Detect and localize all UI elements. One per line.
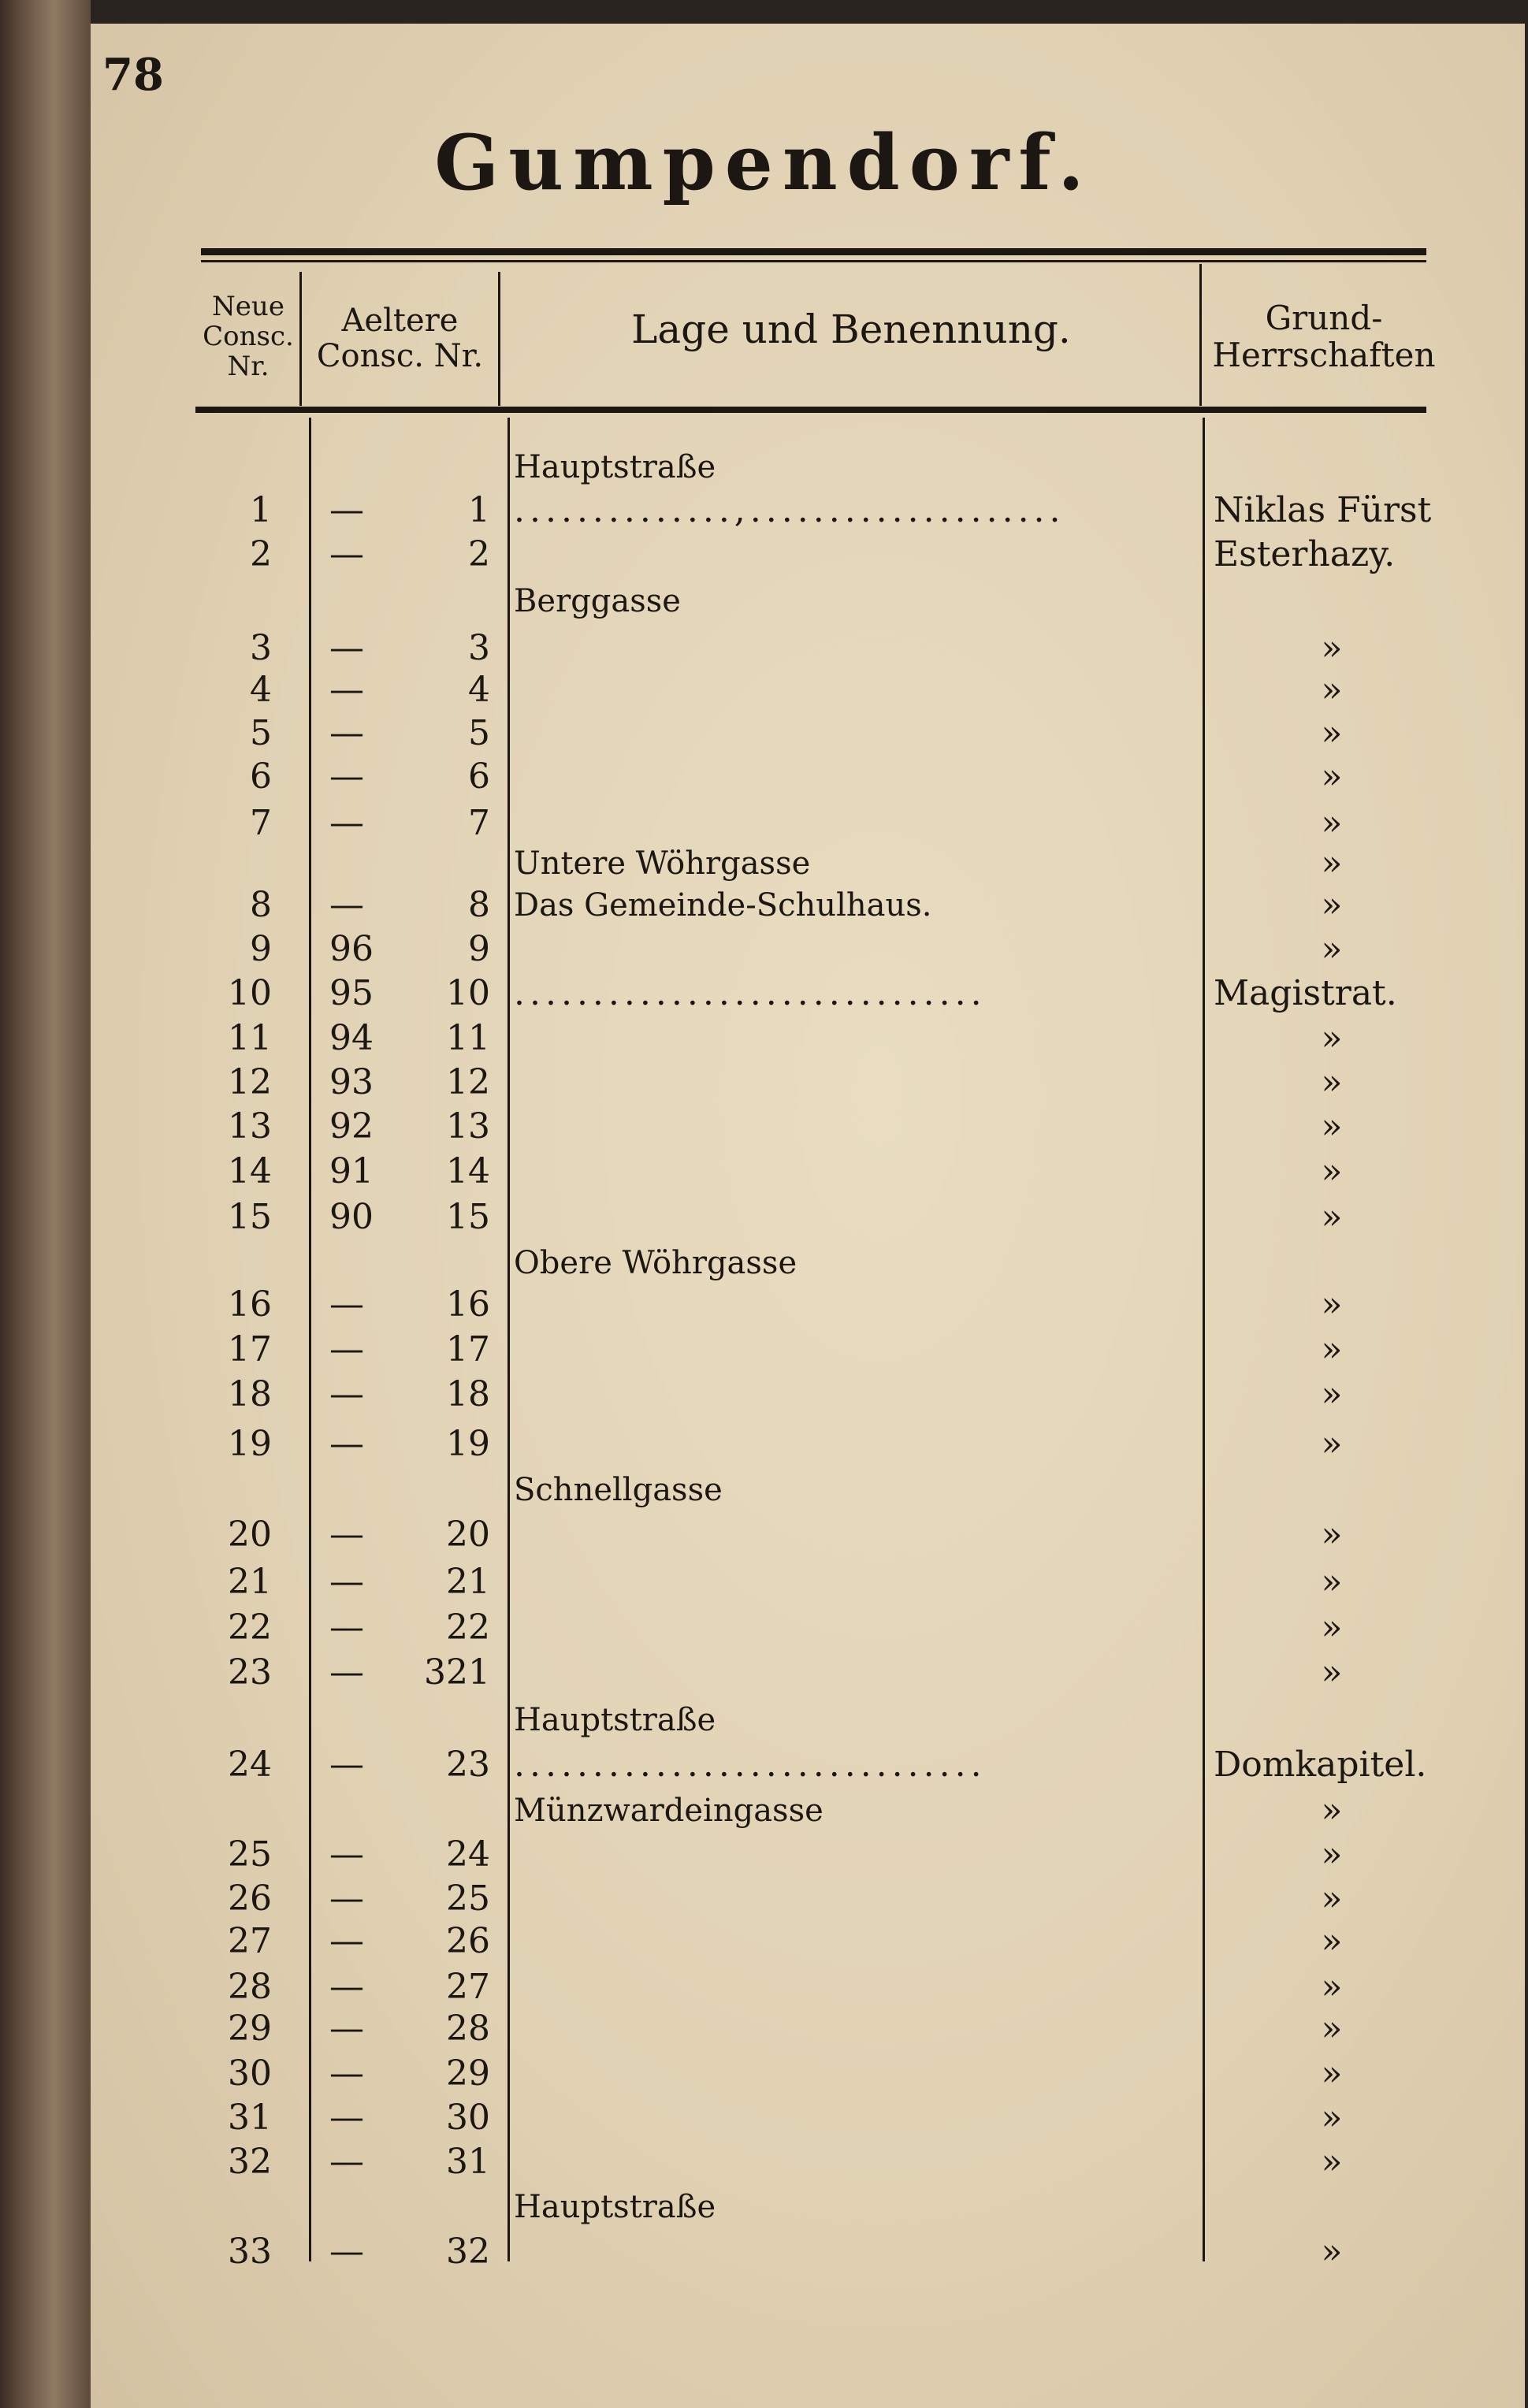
new-consc-nr: 33 — [228, 2231, 272, 2272]
ditto-mark: » — [1321, 1329, 1343, 1369]
table-row — [0, 2140, 1528, 2184]
table-row — [0, 1965, 1528, 2009]
ditto-mark: » — [1321, 885, 1343, 925]
location-name: Das Gemeinde-Schulhaus. — [514, 887, 932, 923]
new-consc-nr: 21 — [228, 1562, 272, 1602]
header-new-nr — [197, 292, 299, 381]
new-consc-nr: 25 — [228, 1834, 272, 1875]
table-row — [0, 1833, 1528, 1877]
table-row — [0, 1328, 1528, 1372]
landlord-name: Esterhazy. — [1214, 534, 1396, 574]
table-row — [0, 1016, 1528, 1061]
older-consc-nr-prefix: — — [329, 628, 364, 668]
older-consc-nr: 17 — [446, 1329, 490, 1369]
older-consc-nr: 25 — [446, 1878, 490, 1919]
older-consc-nr: 31 — [446, 2142, 490, 2182]
location-name: Berggasse — [514, 583, 681, 619]
header-owner — [1206, 299, 1442, 373]
older-consc-nr-prefix: — — [329, 885, 364, 925]
older-consc-nr: 28 — [446, 2009, 490, 2049]
older-consc-nr: 6 — [468, 756, 490, 797]
new-consc-nr: 18 — [228, 1374, 272, 1414]
older-consc-nr: 9 — [468, 929, 490, 969]
new-consc-nr: 17 — [228, 1329, 272, 1369]
older-consc-nr: 1 — [468, 490, 490, 530]
older-consc-nr-prefix: — — [329, 1374, 364, 1414]
location-name: Hauptstraße — [514, 449, 716, 485]
table-row — [0, 1105, 1528, 1149]
table-row — [0, 1560, 1528, 1604]
older-consc-nr-prefix: — — [329, 1284, 364, 1325]
older-consc-nr-prefix: — — [329, 1607, 364, 1648]
table-row — [0, 2007, 1528, 2051]
table-row — [0, 1789, 1528, 1833]
header-location: Lage und Benennung. — [631, 307, 1071, 352]
table-row — [0, 1373, 1528, 1417]
ditto-mark: » — [1321, 1062, 1343, 1102]
header-rule — [195, 407, 1426, 413]
older-consc-nr-prefix: — — [329, 1834, 364, 1875]
header-owner-line-1: Grund- — [1265, 299, 1383, 337]
new-consc-nr: 3 — [250, 628, 272, 668]
ditto-mark: » — [1321, 1284, 1343, 1325]
page-title: Gumpendorf. — [434, 118, 1094, 207]
older-consc-nr: 16 — [446, 1284, 490, 1325]
table-row — [0, 2096, 1528, 2140]
older-consc-nr-prefix: — — [329, 1967, 364, 2007]
table-row — [0, 668, 1528, 712]
new-consc-nr: 22 — [228, 1607, 272, 1648]
older-consc-nr-prefix: — — [329, 756, 364, 797]
new-consc-nr: 29 — [228, 2009, 272, 2049]
table-row — [0, 489, 1528, 533]
table-row — [0, 755, 1528, 799]
table-row — [0, 1919, 1528, 1964]
older-consc-nr: 21 — [446, 1562, 490, 1602]
new-consc-nr: 8 — [250, 885, 272, 925]
older-consc-nr-prefix: 93 — [329, 1062, 374, 1102]
older-consc-nr: 8 — [468, 885, 490, 925]
ditto-mark: » — [1321, 1424, 1343, 1464]
older-consc-nr-prefix: — — [329, 1514, 364, 1555]
title-rule-thick — [201, 248, 1426, 255]
header-owner-line-2: Herrschaften — [1212, 336, 1436, 375]
header-old-nr — [303, 303, 496, 374]
table-row — [0, 626, 1528, 671]
header-new-nr-line-1: Neue — [212, 291, 284, 322]
older-consc-nr: 321 — [424, 1652, 490, 1693]
ditto-mark: » — [1321, 1878, 1343, 1919]
older-consc-nr: 22 — [446, 1607, 490, 1648]
ditto-mark: » — [1321, 1106, 1343, 1146]
title-rule-thin — [201, 260, 1426, 262]
location-name: Schnellgasse — [514, 1472, 723, 1508]
ditto-mark: » — [1321, 1562, 1343, 1602]
older-consc-nr: 11 — [446, 1018, 490, 1058]
new-consc-nr: 16 — [228, 1284, 272, 1325]
older-consc-nr-prefix: 95 — [329, 973, 374, 1013]
new-consc-nr: 15 — [228, 1197, 272, 1237]
older-consc-nr-prefix: 92 — [329, 1106, 374, 1146]
ditto-mark: » — [1321, 1151, 1343, 1191]
older-consc-nr: 23 — [446, 1745, 490, 1785]
older-consc-nr: 4 — [468, 670, 490, 710]
table-row — [0, 533, 1528, 577]
ditto-mark: » — [1321, 1514, 1343, 1555]
new-consc-nr: 2 — [250, 534, 272, 574]
older-consc-nr: 30 — [446, 2098, 490, 2138]
older-consc-nr: 2 — [468, 534, 490, 574]
older-consc-nr-prefix: — — [329, 713, 364, 753]
table-row — [0, 801, 1528, 845]
table-row — [0, 1283, 1528, 1327]
table-row — [0, 1606, 1528, 1650]
older-consc-nr: 7 — [468, 803, 490, 843]
table-row — [0, 1698, 1528, 1742]
new-consc-nr: 10 — [228, 973, 272, 1013]
ditto-mark: » — [1321, 1197, 1343, 1237]
older-consc-nr: 12 — [446, 1062, 490, 1102]
location-name: Untere Wöhrgasse — [514, 845, 811, 882]
older-consc-nr-prefix: — — [329, 534, 364, 574]
older-consc-nr-prefix: 94 — [329, 1018, 374, 1058]
older-consc-nr: 24 — [446, 1834, 490, 1875]
leader-dots: .............................. — [514, 1745, 987, 1785]
older-consc-nr: 20 — [446, 1514, 490, 1555]
older-consc-nr-prefix: — — [329, 2142, 364, 2182]
column-divider-2 — [498, 272, 500, 406]
ditto-mark: » — [1321, 670, 1343, 710]
older-consc-nr-prefix: — — [329, 1424, 364, 1464]
landlord-name: Domkapitel. — [1214, 1745, 1427, 1785]
ditto-mark: » — [1321, 1652, 1343, 1693]
table-row — [0, 1241, 1528, 1285]
older-consc-nr: 3 — [468, 628, 490, 668]
leader-dots: ..............,.................... — [514, 490, 1065, 530]
ditto-mark: » — [1321, 2231, 1343, 2272]
table-row — [0, 1877, 1528, 1921]
new-consc-nr: 4 — [250, 670, 272, 710]
table-row — [0, 1422, 1528, 1466]
older-consc-nr: 14 — [446, 1151, 490, 1191]
header-new-nr-line-2: Consc. — [203, 321, 294, 353]
new-consc-nr: 11 — [228, 1018, 272, 1058]
new-consc-nr: 1 — [250, 490, 272, 530]
ditto-mark: » — [1321, 2009, 1343, 2049]
new-consc-nr: 32 — [228, 2142, 272, 2182]
new-consc-nr: 12 — [228, 1062, 272, 1102]
older-consc-nr-prefix: — — [329, 1921, 364, 1961]
ditto-mark: » — [1321, 2098, 1343, 2138]
landlord-name: Magistrat. — [1214, 973, 1397, 1013]
header-new-nr-line-3: Nr. — [227, 351, 270, 383]
older-consc-nr-prefix: — — [329, 1329, 364, 1369]
table-row — [0, 883, 1528, 927]
ditto-mark: » — [1321, 843, 1343, 883]
table-row — [0, 842, 1528, 886]
table-row — [0, 1651, 1528, 1695]
new-consc-nr: 5 — [250, 713, 272, 753]
new-consc-nr: 28 — [228, 1967, 272, 2007]
location-name: Münzwardeingasse — [514, 1793, 823, 1829]
location-name: Obere Wöhrgasse — [514, 1245, 797, 1281]
ditto-mark: » — [1321, 2142, 1343, 2182]
ditto-mark: » — [1321, 803, 1343, 843]
older-consc-nr-prefix: — — [329, 1652, 364, 1693]
column-divider-1 — [299, 272, 302, 406]
older-consc-nr-prefix: 96 — [329, 929, 374, 969]
table-row — [0, 2230, 1528, 2274]
new-consc-nr: 26 — [228, 1878, 272, 1919]
ditto-mark: » — [1321, 2053, 1343, 2094]
older-consc-nr-prefix: — — [329, 2231, 364, 2272]
older-consc-nr: 10 — [446, 973, 490, 1013]
older-consc-nr-prefix: — — [329, 1562, 364, 1602]
new-consc-nr: 9 — [250, 929, 272, 969]
header-old-nr-line-2: Consc. Nr. — [316, 337, 484, 374]
new-consc-nr: 27 — [228, 1921, 272, 1961]
older-consc-nr: 32 — [446, 2231, 490, 2272]
new-consc-nr: 24 — [228, 1745, 272, 1785]
older-consc-nr: 5 — [468, 713, 490, 753]
location-name: Hauptstraße — [514, 1702, 716, 1738]
older-consc-nr-prefix: — — [329, 2009, 364, 2049]
older-consc-nr-prefix: — — [329, 1745, 364, 1785]
table-row — [0, 972, 1528, 1016]
older-consc-nr-prefix: 90 — [329, 1197, 374, 1237]
new-consc-nr: 6 — [250, 756, 272, 797]
older-consc-nr-prefix: — — [329, 670, 364, 710]
table-row — [0, 1150, 1528, 1194]
table-row — [0, 1195, 1528, 1239]
older-consc-nr-prefix: — — [329, 803, 364, 843]
table-row — [0, 445, 1528, 489]
header-old-nr-line-1: Aeltere — [341, 303, 459, 339]
new-consc-nr: 30 — [228, 2053, 272, 2094]
location-name: Hauptstraße — [514, 2189, 716, 2225]
ditto-mark: » — [1321, 1834, 1343, 1875]
new-consc-nr: 23 — [228, 1652, 272, 1693]
ditto-mark: » — [1321, 1374, 1343, 1414]
table-row — [0, 1061, 1528, 1105]
table-row — [0, 2052, 1528, 2096]
older-consc-nr: 15 — [446, 1197, 490, 1237]
table-row — [0, 1743, 1528, 1787]
ditto-mark: » — [1321, 1967, 1343, 2007]
older-consc-nr: 19 — [446, 1424, 490, 1464]
new-consc-nr: 14 — [228, 1151, 272, 1191]
older-consc-nr: 26 — [446, 1921, 490, 1961]
older-consc-nr: 13 — [446, 1106, 490, 1146]
older-consc-nr-prefix: 91 — [329, 1151, 374, 1191]
table-row — [0, 1513, 1528, 1557]
ditto-mark: » — [1321, 628, 1343, 668]
new-consc-nr: 19 — [228, 1424, 272, 1464]
older-consc-nr: 18 — [446, 1374, 490, 1414]
ditto-mark: » — [1321, 713, 1343, 753]
leader-dots: .............................. — [514, 973, 987, 1013]
older-consc-nr-prefix: — — [329, 1878, 364, 1919]
new-consc-nr: 13 — [228, 1106, 272, 1146]
ditto-mark: » — [1321, 1921, 1343, 1961]
table-row — [0, 579, 1528, 623]
table-row — [0, 2185, 1528, 2229]
new-consc-nr: 7 — [250, 803, 272, 843]
older-consc-nr-prefix: — — [329, 2098, 364, 2138]
ditto-mark: » — [1321, 1790, 1343, 1830]
table-row — [0, 927, 1528, 972]
ditto-mark: » — [1321, 756, 1343, 797]
table-row — [0, 1468, 1528, 1512]
ditto-mark: » — [1321, 1607, 1343, 1648]
page-number: 78 — [102, 49, 164, 101]
new-consc-nr: 31 — [228, 2098, 272, 2138]
older-consc-nr: 27 — [446, 1967, 490, 2007]
older-consc-nr: 29 — [446, 2053, 490, 2094]
older-consc-nr-prefix: — — [329, 2053, 364, 2094]
new-consc-nr: 20 — [228, 1514, 272, 1555]
ditto-mark: » — [1321, 1018, 1343, 1058]
older-consc-nr-prefix: — — [329, 490, 364, 530]
table-row — [0, 712, 1528, 756]
ditto-mark: » — [1321, 929, 1343, 969]
landlord-name: Niklas Fürst — [1214, 490, 1432, 530]
column-divider-3 — [1199, 264, 1202, 406]
